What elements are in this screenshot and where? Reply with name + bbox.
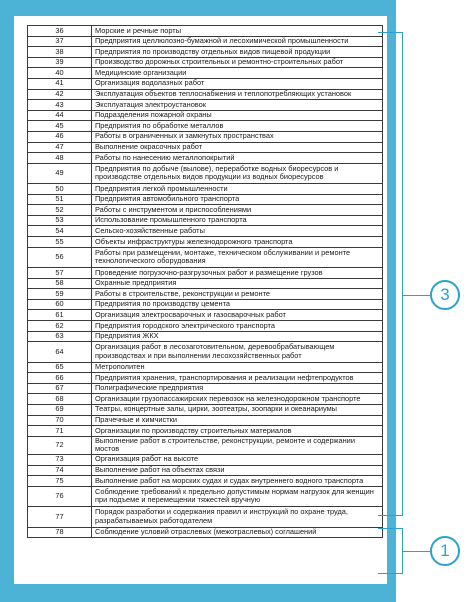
table-row [28,527,383,538]
row-number: 76 [28,486,92,506]
row-description: Предприятия по производству цемента [92,299,383,310]
table-row [28,278,383,289]
row-number: 75 [28,476,92,487]
row-number: 78 [28,527,92,538]
table-row [28,247,383,267]
table-row [28,205,383,216]
table-row [28,373,383,384]
row-description: Охранные предприятия [92,278,383,289]
row-number: 71 [28,426,92,437]
row-number: 39 [28,57,92,68]
table-row [28,289,383,300]
table-row [28,486,383,506]
row-number: 58 [28,278,92,289]
row-description: Полиграфические предприятия [92,383,383,394]
row-description: Предприятия хранения, транспортирования и реализации нефтепродуктов [92,373,383,384]
table-row [28,26,383,37]
row-description: Производство дорожных строительных и ремонтно-строительных работ [92,57,383,68]
table-row [28,184,383,195]
row-description: Соблюдение условий отраслевых (межотраслевых) соглашений [92,527,383,538]
row-description: Прачечные и химчистки [92,415,383,426]
table-row [28,507,383,527]
row-number: 52 [28,205,92,216]
table-row [28,142,383,153]
table-row [28,163,383,183]
row-description: Работы в ограниченных и замкнутых пространствах [92,131,383,142]
table-row [28,68,383,79]
row-number: 38 [28,47,92,58]
table-row [28,89,383,100]
row-description: Организация работ на высоте [92,454,383,465]
row-number: 74 [28,465,92,476]
row-number: 56 [28,247,92,267]
table-row [28,237,383,248]
row-number: 36 [28,26,92,37]
row-number: 46 [28,131,92,142]
table-row [28,362,383,373]
row-description: Эксплуатация объектов теплоснабжения и теплопотребляющих установок [92,89,383,100]
table-row [28,215,383,226]
table-row [28,110,383,121]
registry-table [27,25,383,538]
row-number: 54 [28,226,92,237]
table-row [28,131,383,142]
group-badge-3: 3 [430,280,460,310]
row-number: 66 [28,373,92,384]
row-description: Предприятия автомобильного транспорта [92,194,383,205]
table-row [28,153,383,164]
row-number: 55 [28,237,92,248]
row-description: Соблюдение требований к предельно допустимым нормам нагрузок для женщин при подъеме и перемещении тяжестей вручную [92,486,383,506]
table-row [28,426,383,437]
row-description: Объекты инфраструктуры железнодорожного транспорта [92,237,383,248]
row-description: Предприятия целлюлозно-бумажной и лесохимической промышленности [92,36,383,47]
row-number: 69 [28,404,92,415]
table-row [28,310,383,321]
row-description: Предприятия по добыче (вылове), переработке водных биоресурсов и производстве отдельных видов продукции из водных биоресурсов [92,163,383,183]
row-number: 62 [28,321,92,332]
document-page [14,16,387,584]
table-row [28,47,383,58]
row-description: Выполнение работ на морских судах и судах внутреннего водного транспорта [92,476,383,487]
group-badge-1: 1 [430,536,460,566]
row-number: 47 [28,142,92,153]
row-number: 44 [28,110,92,121]
row-description: Сельско-хозяйственные работы [92,226,383,237]
row-number: 60 [28,299,92,310]
row-number: 37 [28,36,92,47]
table-row [28,394,383,405]
row-description: Предприятия легкой промышленности [92,184,383,195]
group-bracket-3 [378,32,403,516]
row-number: 42 [28,89,92,100]
row-number: 41 [28,78,92,89]
group-connector-1 [402,551,430,552]
row-number: 72 [28,436,92,454]
row-description: Организации по производству строительных материалов [92,426,383,437]
row-description: Метрополитен [92,362,383,373]
row-description: Выполнение работ в строительстве, реконструкции, ремонте и содержании мостов [92,436,383,454]
row-description: Подразделения пожарной охраны [92,110,383,121]
row-description: Порядок разработки и содержания правил и инструкций по охране труда, разрабатываемых работодателем [92,507,383,527]
row-description: Предприятия ЖКХ [92,331,383,342]
row-description: Предприятия по обработке металлов [92,121,383,132]
table-row [28,342,383,362]
row-description: Работы в строительстве, реконструкции и ремонте [92,289,383,300]
row-number: 59 [28,289,92,300]
group-connector-3 [402,295,430,296]
row-description: Организация водолазных работ [92,78,383,89]
row-description: Выполнение окрасочных работ [92,142,383,153]
table-row [28,465,383,476]
row-number: 77 [28,507,92,527]
table-row [28,436,383,454]
row-number: 45 [28,121,92,132]
row-number: 43 [28,100,92,111]
row-number: 40 [28,68,92,79]
table-row [28,383,383,394]
table-row [28,57,383,68]
row-number: 68 [28,394,92,405]
table-row [28,476,383,487]
group-bracket-1 [378,528,403,574]
table-row [28,36,383,47]
table-row [28,121,383,132]
row-description: Использование промышленного транспорта [92,215,383,226]
table-row [28,321,383,332]
row-description: Организация работ в лесозаготовительном, деревообрабатывающем производствах и при выполнении лесохозяйственных работ [92,342,383,362]
table-row [28,404,383,415]
row-number: 48 [28,153,92,164]
row-number: 63 [28,331,92,342]
row-number: 67 [28,383,92,394]
table-row [28,100,383,111]
row-description: Театры, концертные залы, цирки, зоотеатры, зоопарки и океанариумы [92,404,383,415]
row-description: Организация электросварочных и газосварочных работ [92,310,383,321]
row-description: Проведение погрузочно-разгрузочных работ и размещение грузов [92,268,383,279]
row-description: Эксплуатация электроустановок [92,100,383,111]
row-number: 73 [28,454,92,465]
row-number: 49 [28,163,92,183]
table-row [28,454,383,465]
row-number: 64 [28,342,92,362]
table-row [28,194,383,205]
row-description: Организации грузопассажирских перевозок на железнодорожном транспорте [92,394,383,405]
row-number: 70 [28,415,92,426]
row-number: 50 [28,184,92,195]
table-row [28,415,383,426]
row-description: Предприятия городского электрического транспорта [92,321,383,332]
row-description: Предприятия по производству отдельных видов пищевой продукции [92,47,383,58]
row-description: Морские и речные порты [92,26,383,37]
row-description: Медицинские организации [92,68,383,79]
row-description: Выполнение работ на объектах связи [92,465,383,476]
table-row [28,331,383,342]
row-description: Работы по нанесению металлопокрытий [92,153,383,164]
row-number: 65 [28,362,92,373]
row-number: 51 [28,194,92,205]
table-row [28,78,383,89]
table-row [28,299,383,310]
row-number: 61 [28,310,92,321]
table-row [28,226,383,237]
table-row [28,268,383,279]
row-number: 53 [28,215,92,226]
row-number: 57 [28,268,92,279]
row-description: Работы с инструментом и приспособлениями [92,205,383,216]
row-description: Работы при размещении, монтаже, техническом обслуживании и ремонте технологического оборудования [92,247,383,267]
